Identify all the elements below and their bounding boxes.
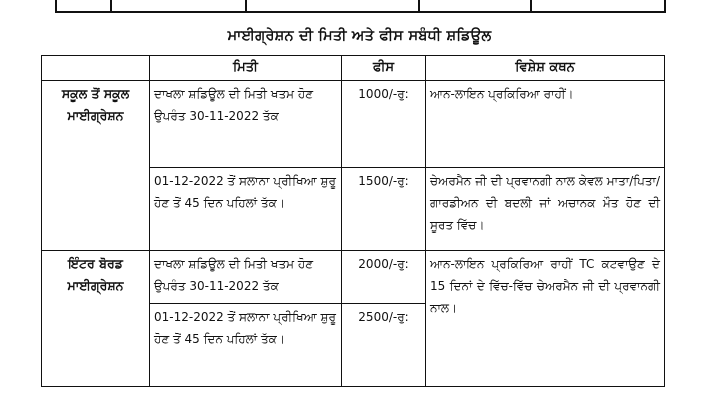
table-row xyxy=(42,251,665,304)
document-heading: ਮਾਈਗ੍ਰੇਸ਼ਨ ਦੀ ਮਿਤੀ ਅਤੇ ਫੀਸ ਸਬੰਧੀ ਸ਼ਡਿਊਲ xyxy=(227,28,492,44)
previous-table-bottom-edge xyxy=(0,0,719,14)
fee-cell: 2500/-ਰੁ: xyxy=(342,304,426,387)
remark-cell: ਚੇਅਰਮੈਨ ਜੀ ਦੀ ਪ੍ਰਵਾਨਗੀ ਨਾਲ ਕੇਵਲ ਮਾਤਾ/ਪਿਤਾ/ਗਾਰਡੀਅਨ ਦੀ ਬਦਲੀ ਜਾਂ ਅਚਾਨਕ ਮੌਤ ਹੋਣ ਦੀ ਸੂਰਤ ਵਿੱਚ। xyxy=(426,168,665,251)
category-school-to-school: ਸਕੂਲ ਤੋਂ ਸਕੂਲ ਮਾਈਗ੍ਰੇਸ਼ਨ xyxy=(42,81,150,251)
fee-cell: 1000/-ਰੁ: xyxy=(342,81,426,168)
migration-fee-schedule-table xyxy=(41,55,665,387)
date-cell: ਦਾਖਲਾ ਸ਼ਡਿਊਲ ਦੀ ਮਿਤੀ ਖਤਮ ਹੋਣ ਉਪਰੰਤ 30-11-2022 ਤੱਕ xyxy=(150,251,342,304)
fee-cell: 2000/-ਰੁ: xyxy=(342,251,426,304)
category-inter-board: ਇੰਟਰ ਬੋਰਡ ਮਾਈਗ੍ਰੇਸ਼ਨ xyxy=(42,251,150,387)
header-remark: ਵਿਸ਼ੇਸ਼ ਕਥਨ xyxy=(426,56,665,81)
date-cell: 01-12-2022 ਤੋਂ ਸਲਾਨਾ ਪ੍ਰੀਖਿਆ ਸ਼ੁਰੂ ਹੋਣ ਤੋਂ 45 ਦਿਨ ਪਹਿਲਾਂ ਤੱਕ। xyxy=(150,304,342,387)
remark-cell: ਆਨ-ਲਾਇਨ ਪ੍ਰਕਿਰਿਆ ਰਾਹੀਂ TC ਕਟਵਾਉਣ ਦੇ 15 ਦਿਨਾਂ ਦੇ ਵਿੱਚ-ਵਿੱਚ ਚੇਅਰਮੈਨ ਜੀ ਦੀ ਪ੍ਰਵਾਨਗੀ ਨਾਲ। xyxy=(426,251,665,387)
fee-cell: 1500/-ਰੁ: xyxy=(342,168,426,251)
table-row xyxy=(42,81,665,168)
header-fee: ਫੀਸ xyxy=(342,56,426,81)
remark-cell: ਆਨ-ਲਾਇਨ ਪ੍ਰਕਿਰਿਆ ਰਾਹੀਂ। xyxy=(426,81,665,168)
header-category xyxy=(42,56,150,81)
date-cell: 01-12-2022 ਤੋਂ ਸਲਾਨਾ ਪ੍ਰੀਖਿਆ ਸ਼ੁਰੂ ਹੋਣ ਤੋਂ 45 ਦਿਨ ਪਹਿਲਾਂ ਤੱਕ। xyxy=(150,168,342,251)
table-header-row xyxy=(42,56,665,81)
header-date: ਮਿਤੀ xyxy=(150,56,342,81)
date-cell: ਦਾਖਲਾ ਸ਼ਡਿਊਲ ਦੀ ਮਿਤੀ ਖਤਮ ਹੋਣ ਉਪਰੰਤ 30-11-2022 ਤੱਕ xyxy=(150,81,342,168)
